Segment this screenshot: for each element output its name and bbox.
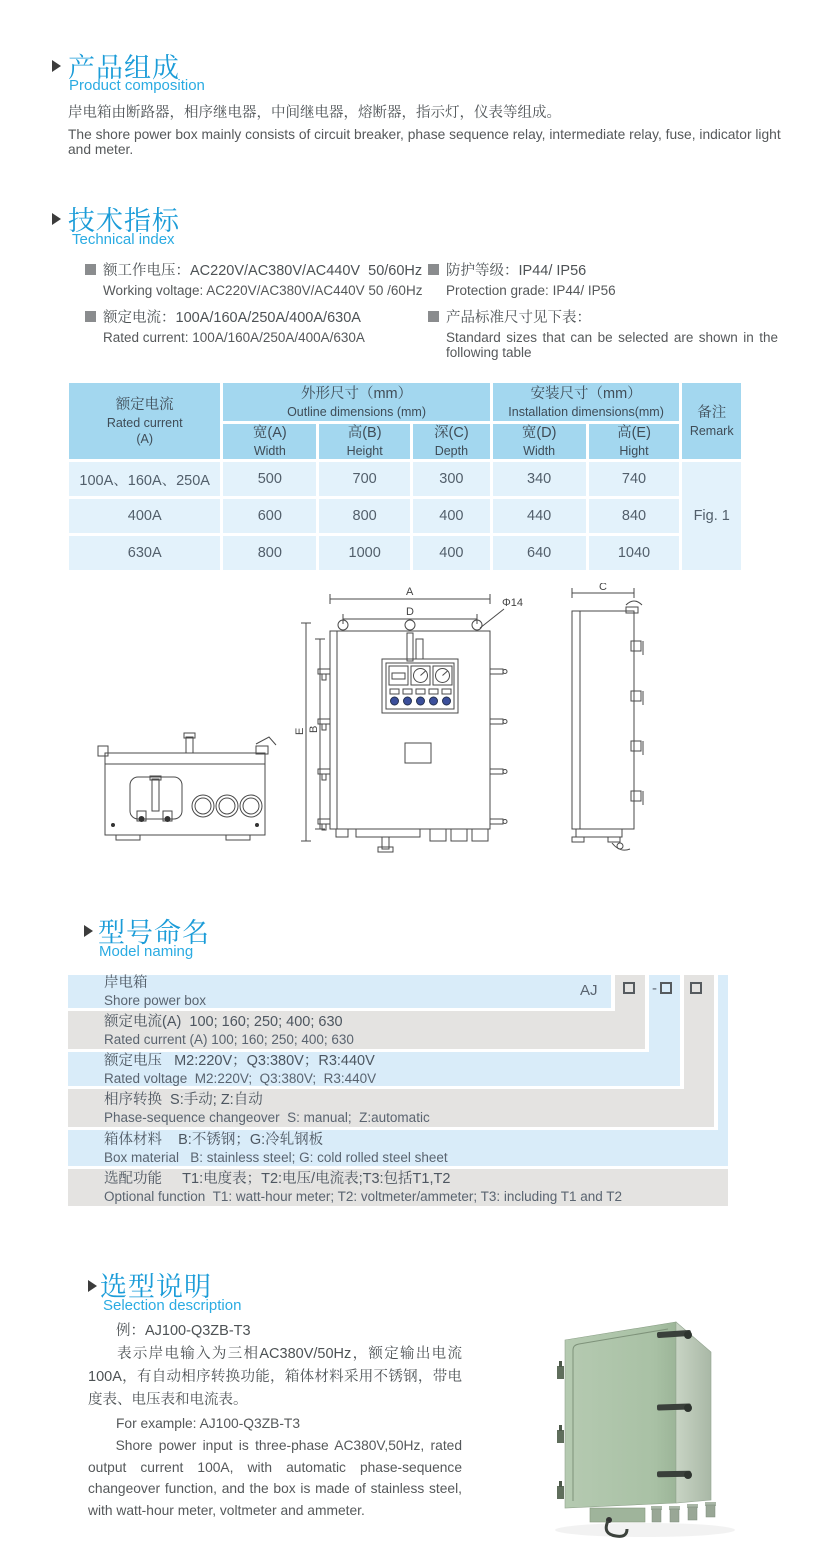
- spec-working-voltage-en: Working voltage: AC220V/AC380V/AC440V 50 /60Hz: [103, 283, 423, 298]
- product-composition-desc-en: The shore power box mainly consists of circuit breaker, phase sequence relay, intermediate relay, fuse, indicator light and meter.: [68, 127, 785, 157]
- dimensions-table: [66, 380, 744, 573]
- model-row-rated-voltage: 额定电压 M2:220V；Q3:380V；R3:440V Rated voltage M2:220V; Q3:380V; R3:440V: [68, 1052, 680, 1086]
- model-code-prefix: AJ: [580, 982, 598, 999]
- spec-protection-grade-en: Protection grade: IP44/ IP56: [446, 283, 616, 298]
- spec-rated-current-zh: 额定电流：100A/160A/250A/400A/630A: [85, 306, 361, 327]
- section-subtitle-technical-index: Technical index: [72, 231, 175, 248]
- section-title-selection-description: 选型说明: [100, 1272, 212, 1302]
- square-bullet-icon: [85, 264, 96, 275]
- dim-label-b: B: [308, 725, 320, 733]
- model-row-rated-current: 额定电流(A) 100; 160; 250; 400; 630 Rated current (A) 100; 160; 250; 400; 630: [68, 1011, 645, 1049]
- table-row: 400A 600 800 400 440 840: [69, 499, 741, 533]
- model-code-box-voltage: [660, 982, 672, 994]
- spec-protection-grade-zh: 防护等级：IP44/ IP56: [428, 259, 586, 280]
- model-code-box-current: [623, 982, 635, 994]
- table-row: 100A、160A、250A 500 700 300 340 740 Fig. 1: [69, 462, 741, 496]
- group-header-installation: 安装尺寸（mm） Installation dimensions(mm): [493, 383, 680, 421]
- dim-label-c: C: [599, 583, 607, 593]
- hole-label: Φ14: [502, 597, 524, 609]
- hinges: [490, 669, 507, 824]
- section-subtitle-product-composition: Product composition: [69, 77, 205, 94]
- col-header-remark: 备注 Remark: [682, 383, 741, 459]
- section-title-technical-index: 技术指标: [68, 206, 180, 236]
- remark-cell: Fig. 1: [682, 462, 741, 570]
- section-marker-icon: [88, 1280, 97, 1292]
- square-bullet-icon: [428, 311, 439, 322]
- spec-rated-current-en: Rated current: 100A/160A/250A/400A/630A: [103, 330, 365, 345]
- model-row-phase-changeover: 相序转换 S:手动; Z:自动 Phase-sequence changeover S: manual; Z:automatic: [68, 1089, 714, 1127]
- col-header-rated-current: 额定电流 Rated current (A): [69, 383, 220, 459]
- drawing-side-view: [572, 583, 643, 850]
- spec-standard-sizes-en: Standard sizes that can be selected are shown in the following table: [446, 330, 782, 360]
- hinge-pins: [557, 1361, 564, 1499]
- technical-drawing: [60, 583, 770, 893]
- drawing-bottom-view: [98, 733, 276, 840]
- section-subtitle-selection-description: Selection description: [103, 1297, 242, 1314]
- dim-label-a: A: [406, 586, 414, 598]
- subheader-width-d: 宽(D) Width: [493, 424, 586, 459]
- model-row-shore-power-box: 岸电箱 Shore power box: [68, 975, 611, 1008]
- subheader-height-e: 高(E) Hight: [589, 424, 680, 459]
- spec-working-voltage-zh: 额工作电压：AC220V/AC380V/AC440V 50/60Hz: [85, 259, 422, 280]
- box-front-face: [565, 1322, 676, 1508]
- model-row-optional-function: 选配功能 T1:电度表；T2:电压/电流表;T3:包括T1,T2 Optional function T1: watt-hour meter; T2: voltmeter/ammeter; T3: including T1 and T2: [68, 1169, 728, 1206]
- selection-desc-en: Shore power input is three-phase AC380V,50Hz, rated output current 100A, with automatic phase-sequence changeover function, and the box is made of stainless steel, with watt-hour meter, voltmeter and ammeter.: [88, 1438, 466, 1518]
- square-bullet-icon: [428, 264, 439, 275]
- section-marker-icon: [52, 213, 61, 225]
- meter-panel: [382, 659, 458, 713]
- product-photo: [530, 1290, 830, 1568]
- square-bullet-icon: [85, 311, 96, 322]
- photo-shadow: [555, 1523, 735, 1537]
- table-row: 630A 800 1000 400 640 1040: [69, 536, 741, 570]
- group-header-outline: 外形尺寸（mm） Outline dimensions (mm): [223, 383, 489, 421]
- subheader-height-b: 高(B) Height: [319, 424, 410, 459]
- side-latches: [631, 641, 643, 805]
- subheader-depth-c: 深(C) Depth: [413, 424, 490, 459]
- selection-example-zh: 例：AJ100-Q3ZB-T3: [116, 1323, 251, 1339]
- model-code-dash: -: [652, 980, 657, 997]
- drawing-front-view: [294, 586, 523, 852]
- model-row-box-material: 箱体材料 B:不锈钢；G:冷轧钢板 Box material B: stainless steel; G: cold rolled steel sheet: [68, 1130, 728, 1166]
- section-marker-icon: [84, 925, 93, 937]
- section-title-product-composition: 产品组成: [68, 53, 180, 83]
- indicator-lamps: [390, 689, 451, 705]
- section-marker-icon: [52, 60, 61, 72]
- selection-desc-zh: 表示岸电输入为三相AC380V/50Hz，额定输出电流100A，有自动相序转换功能，箱体材料采用不锈钢，带电度表、电压表和电流表。: [88, 1346, 462, 1408]
- spec-standard-sizes-zh: 产品标准尺寸见下表：: [428, 306, 591, 327]
- product-composition-desc-zh: 岸电箱由断路器，相序继电器，中间继电器，熔断器，指示灯，仪表等组成。: [68, 105, 561, 121]
- section-subtitle-model-naming: Model naming: [99, 943, 194, 960]
- model-code-box-phase: [690, 982, 702, 994]
- dim-label-d: D: [406, 606, 414, 618]
- section-title-model-naming: 型号命名: [98, 918, 210, 948]
- selection-example-en: For example: AJ100-Q3ZB-T3: [116, 1416, 301, 1431]
- dim-label-e: E: [294, 727, 306, 735]
- subheader-width-a: 宽(A) Width: [223, 424, 316, 459]
